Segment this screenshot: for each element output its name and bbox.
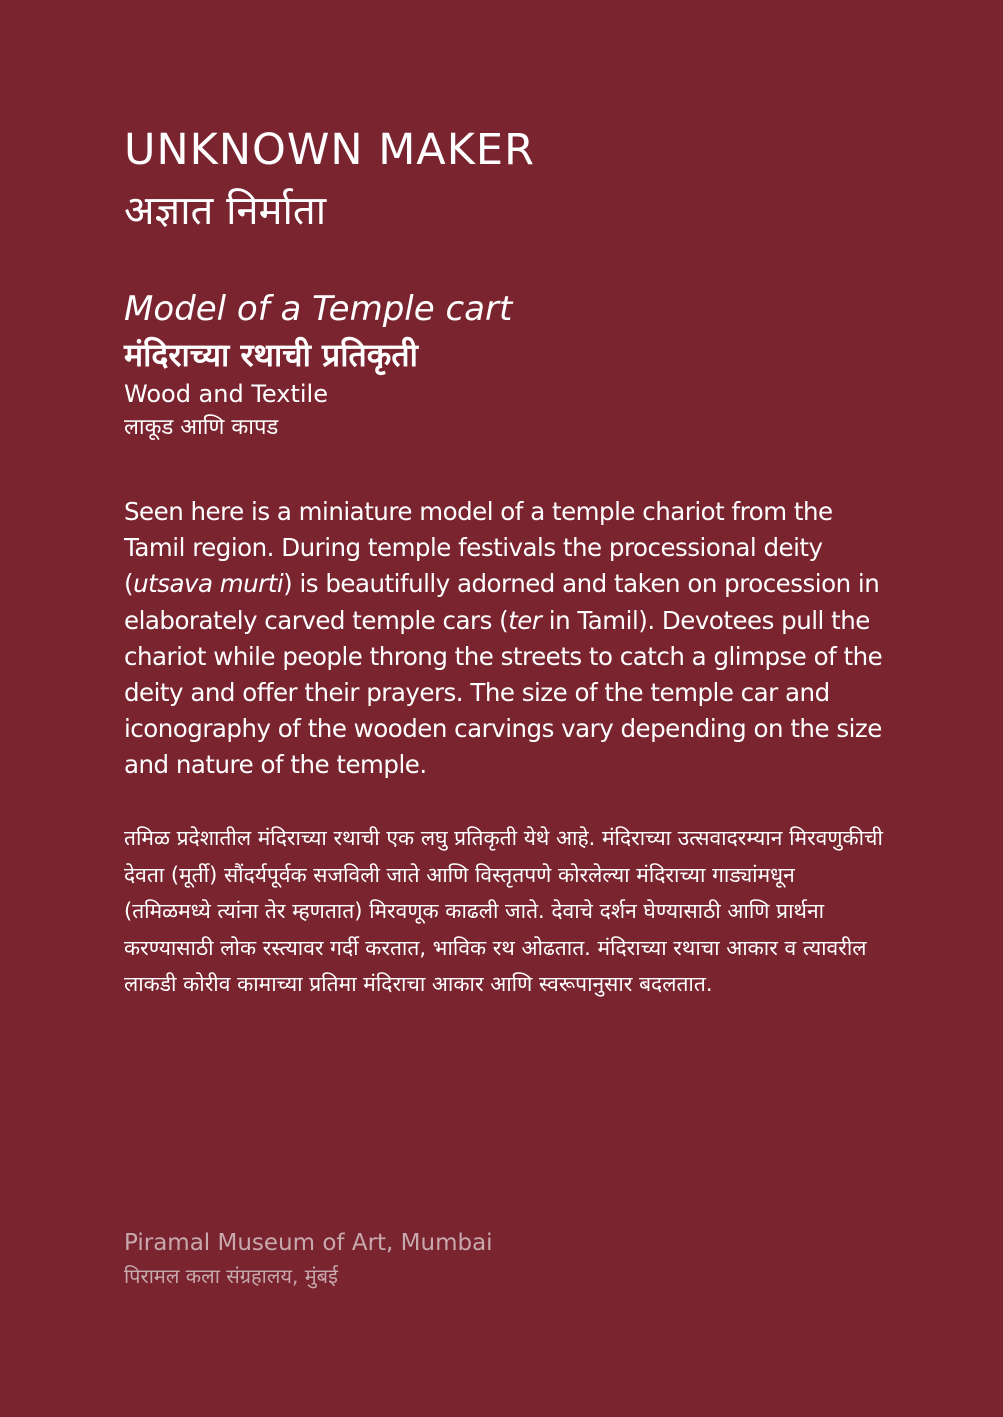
museum-label xyxy=(124,0,904,1417)
maker-name-english: UNKNOWN MAKER xyxy=(124,125,535,175)
term-utsava-murti: utsava murti xyxy=(133,569,284,599)
maker-name-marathi: अज्ञात निर्माता xyxy=(124,188,327,234)
description-english-part-2: ) is beautifully adorned and taken on procession in elaborately carved temple cars ( xyxy=(124,569,880,635)
term-ter: ter xyxy=(508,605,542,635)
museum-credit-marathi: पिरामल कला संग्रहालय, मुंबई xyxy=(124,1264,338,1288)
description-english-part-3: in Tamil). Devotees pull the chariot while people throng the streets to catch a glimpse of the deity and offer their prayers. The size of the temple car and iconography of the wooden carvings vary depending on the size and nature of the temple. xyxy=(124,605,883,780)
description-english-part-1: Seen here is a miniature model of a temple chariot from the Tamil region. During temple festivals the processional deity ( xyxy=(124,497,833,599)
description-marathi: तमिळ प्रदेशातील मंदिराच्या रथाची एक लघु प्रतिकृती येथे आहे. मंदिराच्या उत्सवादरम्यान मिरवणुकीची देवता (मूर्ती) सौंदर्यपूर्वक सजविली जाते आणि विस्तृतपणे कोरलेल्या मंदिराच्या गाड्यांमधून (तमिळमध्ये त्यांना तेर म्हणतात) मिरवणूक काढली जाते. देवाचे दर्शन घेण्यासाठी आणि प्रार्थना करण्यासाठी लोक रस्त्यावर गर्दी करतात, भाविक रथ ओढतात. मंदिराच्या रथाचा आकार व त्यावरील लाकडी कोरीव कामाच्या प्रतिमा मंदिराचा आकार आणि स्वरूपानुसार बदलतात. xyxy=(124,826,883,997)
artwork-title-marathi: मंदिराच्या रथाची प्रतिकृती xyxy=(124,336,418,374)
artwork-title-english: Model of a Temple cart xyxy=(124,289,513,329)
artwork-medium-english: Wood and Textile xyxy=(124,380,328,408)
museum-credit-english: Piramal Museum of Art, Mumbai xyxy=(124,1230,493,1256)
artwork-medium-marathi: लाकूड आणि कापड xyxy=(124,415,279,440)
description-english xyxy=(124,494,894,784)
